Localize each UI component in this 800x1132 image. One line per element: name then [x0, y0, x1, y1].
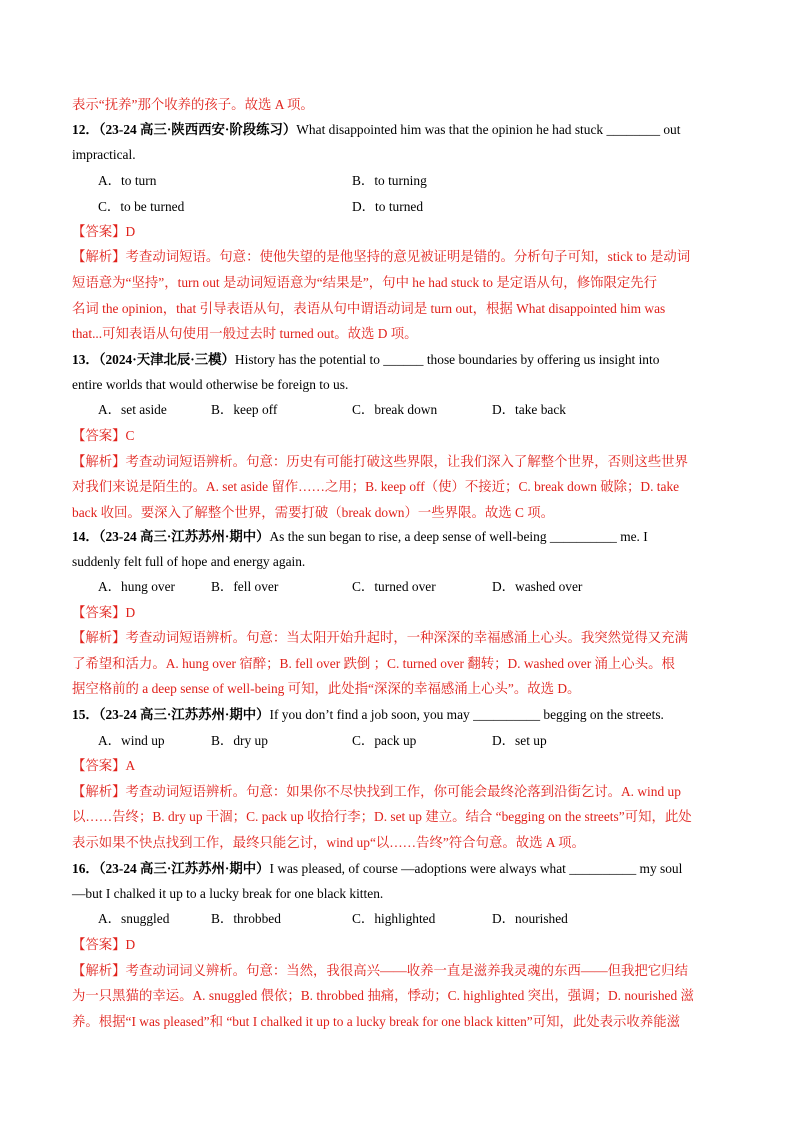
- explanation-14-line3: 据空格前的 a deep sense of well-being 可知，此处指“深深的幸福感涌上心头”。故选 D。: [72, 681, 581, 696]
- q14-option-b: B．fell over: [211, 579, 279, 594]
- question-13-source: 13．（2024·天津北辰·三模）: [72, 352, 235, 367]
- explanation-13-line1: 【解析】考查动词短语辨析。句意：历史有可能打破这些界限，让我们深入了解整个世界，否则这些世界: [72, 454, 688, 469]
- question-15-stem: If you don’t find a job soon, you may __________ begging on the streets.: [269, 707, 664, 722]
- q16-option-d: D．nourished: [492, 911, 568, 926]
- q14-option-d: D．washed over: [492, 579, 583, 594]
- q13-option-b: B．keep off: [211, 402, 278, 417]
- q14-option-a: A．hung over: [98, 579, 175, 594]
- question-15: [72, 706, 664, 724]
- question-14: [72, 528, 648, 546]
- q14-option-c: C．turned over: [352, 579, 436, 594]
- question-14-stem: As the sun began to rise, a deep sense of well-being __________ me. I: [269, 529, 648, 544]
- answer-16: 【答案】D: [72, 937, 136, 952]
- explanation-12-line1: 【解析】考查动词短语。句意：使他失望的是他坚持的意见被证明是错的。分析句子可知，stick to 是动词: [72, 249, 691, 264]
- q16-option-b: B．throbbed: [211, 911, 281, 926]
- q15-option-b: B．dry up: [211, 733, 268, 748]
- q13-option-c: C．break down: [352, 402, 438, 417]
- question-14-source: 14．（23-24 高三·江苏苏州·期中）: [72, 529, 270, 544]
- explanation-15-line2: 以……告终；B. dry up 干涸；C. pack up 收拾行李；D. set up 建立。结合 “begging on the streets”可知，此处: [72, 809, 692, 824]
- question-13-stem: History has the potential to ______ those boundaries by offering us insight into: [234, 352, 660, 367]
- q12-option-a: A．to turn: [98, 173, 157, 188]
- answer-12: 【答案】D: [72, 224, 136, 239]
- explanation-14-line1: 【解析】考查动词短语辨析。句意：当太阳开始升起时，一种深深的幸福感涌上心头。我突然觉得又充满: [72, 630, 688, 645]
- question-13-stem-cont: entire worlds that would otherwise be foreign to us.: [72, 377, 349, 392]
- question-12-source: 12．（23-24 高三·陕西西安·阶段练习）: [72, 122, 297, 137]
- explanation-14-line2: 了希望和活力。A. hung over 宿醉；B. fell over 跌倒 ；C. turned over 翻转；D. washed over 涌上心头。根: [72, 656, 675, 671]
- q12-option-b: B．to turning: [352, 173, 427, 188]
- q15-option-a: A．wind up: [98, 733, 165, 748]
- answer-15: 【答案】A: [72, 758, 136, 773]
- question-12: [72, 121, 680, 139]
- question-16: [72, 860, 682, 878]
- question-12-stem-cont: impractical.: [72, 147, 136, 162]
- explanation-16-line3: 养。根据“I was pleased”和 “but I chalked it up to a lucky break for one black kitten”可知，此处表示收养能滋: [72, 1014, 680, 1029]
- explanation-16-line1: 【解析】考查动词词义辨析。句意：当然，我很高兴——收养一直是滋养我灵魂的东西——但我把它归结: [72, 963, 688, 978]
- question-16-stem-cont: —but I chalked it up to a lucky break for one black kitten.: [72, 886, 384, 901]
- question-15-source: 15．（23-24 高三·江苏苏州·期中）: [72, 707, 270, 722]
- answer-13: 【答案】C: [72, 428, 135, 443]
- explanation-15-line3: 表示如果不快点找到工作，最终只能乞讨，wind up“以……告终”符合句意。故选 A 项。: [72, 835, 585, 850]
- question-13: [72, 351, 659, 369]
- explanation-13-line3: back 收回。要深入了解整个世界，需要打破（break down）一些界限。故选 C 项。: [72, 505, 555, 520]
- explanation-13-line2: 对我们来说是陌生的。A. set aside 留作……之用；B. keep off（使）不接近；C. break down 破除；D. take: [72, 479, 680, 494]
- explanation-12-line3: 名词 the opinion，that 引导表语从句，表语从句中谓语动词是 turn out，根据 What disappointed him was: [72, 301, 666, 316]
- answer-14: 【答案】D: [72, 605, 136, 620]
- question-16-source: 16．（23-24 高三·江苏苏州·期中）: [72, 861, 270, 876]
- explanation-text: 表示“抚养”那个收养的孩子。故选 A 项。: [72, 97, 314, 112]
- explanation-12-line4: that...可知表语从句使用一般过去时 turned out。故选 D 项。: [72, 326, 418, 341]
- q12-option-d: D．to turned: [352, 199, 424, 214]
- question-12-stem: What disappointed him was that the opinion he had stuck ________ out: [296, 122, 681, 137]
- question-14-stem-cont: suddenly felt full of hope and energy again.: [72, 554, 306, 569]
- q16-option-a: A．snuggled: [98, 911, 170, 926]
- explanation-16-line2: 为一只黑猫的幸运。A. snuggled 偎依；B. throbbed 抽痛，悸动；C. highlighted 突出，强调；D. nourished 滋: [72, 988, 694, 1003]
- explanation-15-line1: 【解析】考查动词短语辨析。句意：如果你不尽快找到工作，你可能会最终沦落到沿街乞讨。A. wind up: [72, 784, 681, 799]
- explanation-12-line2: 短语意为“坚持”，turn out 是动词短语意为“结果是”，句中 he had stuck to 是定语从句，修饰限定先行: [72, 275, 658, 290]
- q15-option-c: C．pack up: [352, 733, 417, 748]
- q16-option-c: C．highlighted: [352, 911, 436, 926]
- question-16-stem: I was pleased, of course —adoptions were always what __________ my soul: [269, 861, 683, 876]
- q12-option-c: C．to be turned: [98, 199, 185, 214]
- q13-option-d: D．take back: [492, 402, 566, 417]
- q13-option-a: A．set aside: [98, 402, 167, 417]
- q15-option-d: D．set up: [492, 733, 547, 748]
